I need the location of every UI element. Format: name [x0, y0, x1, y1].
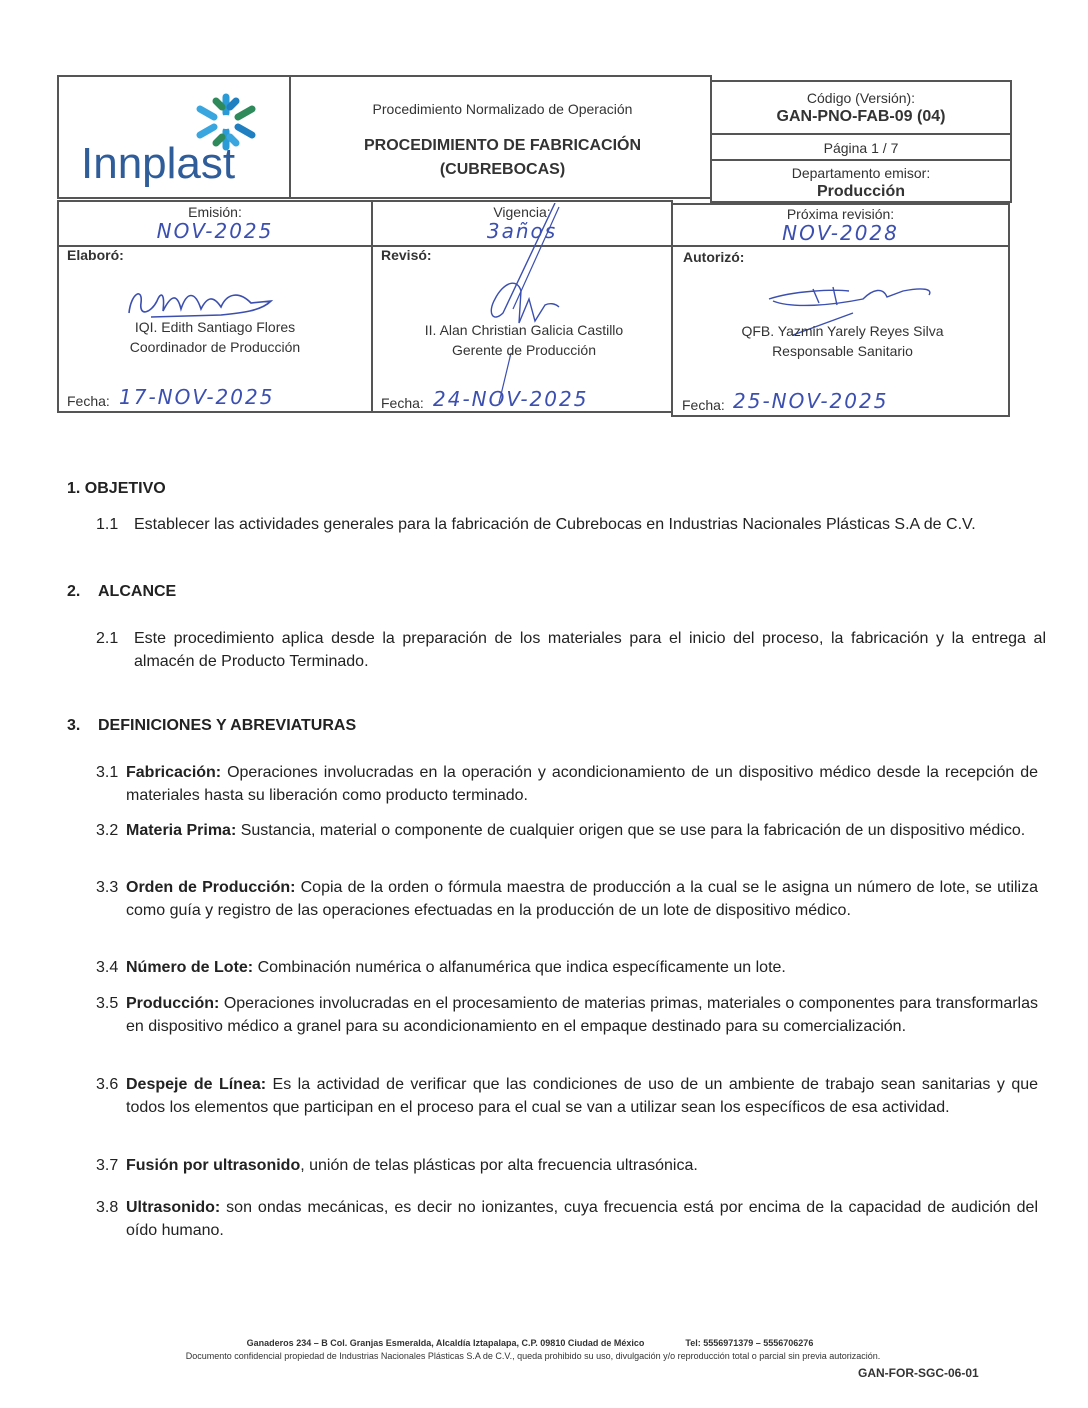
date-value: 24-NOV-2025 [433, 387, 589, 411]
approval-cell-reviso [371, 245, 673, 413]
definition-term: Orden de Producción: [126, 879, 296, 896]
definition-term: Materia Prima: [126, 822, 237, 839]
code-value: GAN-PNO-FAB-09 (04) [776, 108, 946, 125]
definition-term: Despeje de Línea: [126, 1076, 267, 1093]
definition-item [96, 761, 1038, 807]
footer-form-code: GAN-FOR-SGC-06-01 [858, 1366, 979, 1380]
definition-item [96, 876, 1038, 922]
approval-cell-autorizo [671, 245, 1010, 417]
definition-term: Ultrasonido: [126, 1199, 221, 1216]
signature-icon [463, 203, 593, 413]
date-label: Fecha: [682, 397, 725, 413]
item-number: 3.4 [96, 959, 119, 976]
title-cell [289, 75, 712, 199]
page-number: Página 1 / 7 [823, 140, 899, 156]
section-title-text: ALCANCE [98, 583, 177, 600]
definition-item [96, 819, 1038, 842]
date-label: Fecha: [67, 393, 110, 409]
code-label: Código (Versión): [806, 90, 916, 106]
emission-label: Emisión: [188, 204, 242, 220]
section-number: 3. [67, 717, 81, 734]
item-text: Este procedimiento aplica desde la preparación de los materiales para el inicio del proceso, la fabricación y la entrega al almacén de Producto Terminado. [134, 630, 1046, 670]
definition-item [96, 1196, 1038, 1242]
footer-phone: Tel: 5556971379 – 5556706276 [685, 1338, 814, 1348]
doc-title-line2: (CUBREBOCAS) [439, 161, 566, 178]
section-title-objetivo: 1. OBJETIVO [67, 480, 166, 497]
dept-value: Producción [816, 183, 905, 200]
approval-role: Autorizó: [683, 249, 745, 265]
item-number: 3.3 [96, 879, 119, 896]
approver-name: IQI. Edith Santiago Flores [134, 319, 296, 335]
footer-address-line [100, 1338, 960, 1348]
code-cell [710, 80, 1012, 135]
definition-text: Es la actividad de verificar que las condiciones de uso de un ambiente de trabajo sean sanitarias y que todos los elementos que participan en el proceso para el cual se van a utilizar sean los específicos de esa actividad. [126, 1076, 1039, 1116]
definition-term: Número de Lote: [126, 959, 254, 976]
definition-text: Operaciones involucradas en el procesamiento de materias primas, materiales o componentes para transformarlas en dispositivo médico a granel para su acondicionamiento en el empaque destinado para su comercialización. [126, 995, 1038, 1035]
item-number: 3.7 [96, 1157, 119, 1174]
doc-type: Procedimiento Normalizado de Operación [372, 101, 633, 117]
definition-item [96, 956, 1038, 979]
definition-item [96, 1073, 1038, 1119]
approval-role: Elaboró: [67, 247, 124, 263]
emission-value: NOV-2025 [156, 219, 274, 243]
validity-label: Vigencia: [493, 204, 551, 220]
list-item [96, 627, 1046, 673]
footer-address: Ganaderos 234 – B Col. Granjas Esmeralda, Alcaldía Iztapalapa, C.P. 09810 Ciudad de México [246, 1338, 645, 1348]
item-text: Establecer las actividades generales para la fabricación de Cubrebocas en Industrias Nacionales Plásticas S.A de C.V. [134, 516, 976, 533]
dept-label: Departamento emisor: [791, 165, 931, 181]
definition-term: Producción: [126, 995, 220, 1012]
validity-value: 3años [486, 219, 558, 243]
next-review-label: Próxima revisión: [786, 206, 895, 222]
approver-position: Responsable Sanitario [772, 343, 913, 359]
definition-term: Fabricación: [126, 764, 222, 781]
list-item [96, 513, 1046, 536]
definition-text: Operaciones involucradas en la operación y acondicionamiento de un dispositivo médico desde la recepción de materiales hasta su liberación como producto terminado. [126, 764, 1038, 804]
approver-name: QFB. Yazmin Yarely Reyes Silva [741, 323, 944, 339]
approval-cell-elaboro [57, 245, 373, 413]
definition-text: son ondas mecánicas, es decir no ionizantes, cuya frecuencia está por encima de la capacidad de audición del oído humano. [126, 1199, 1038, 1239]
date-value: 25-NOV-2025 [733, 389, 889, 413]
emission-cell [57, 200, 373, 247]
item-number: 3.6 [96, 1076, 119, 1093]
approver-position: Coordinador de Producción [129, 339, 301, 355]
doc-title-line1: PROCEDIMIENTO DE FABRICACIÓN [363, 137, 642, 154]
section-title-definiciones [67, 717, 356, 735]
signature-icon [121, 283, 291, 323]
company-logo-text: Innplast [81, 139, 236, 188]
date-label: Fecha: [381, 395, 424, 411]
definition-term: Fusión por ultrasonido [126, 1157, 301, 1174]
section-number: 2. [67, 583, 81, 600]
definition-text: Copia de la orden o fórmula maestra de producción a la cual se le asigna un número de lote, se utiliza como guía y registro de las operaciones efectuadas en la producción de un lote de dispositivo médico. [126, 879, 1039, 919]
item-number: 2.1 [96, 630, 119, 647]
definition-item [96, 1154, 1038, 1177]
item-number: 1.1 [96, 516, 119, 533]
approver-name: II. Alan Christian Galicia Castillo [424, 322, 624, 338]
item-number: 3.1 [96, 764, 119, 781]
dept-cell [710, 159, 1012, 203]
next-review-cell [671, 203, 1010, 247]
next-review-value: NOV-2028 [782, 221, 899, 245]
approver-position: Gerente de Producción [452, 342, 596, 358]
definition-text: Combinación numérica o alfanumérica que indica específicamente un lote. [253, 959, 786, 976]
definition-text: Sustancia, material o componente de cualquier origen que se use para la fabricación de un dispositivo médico. [236, 822, 1026, 839]
item-number: 3.8 [96, 1199, 119, 1216]
date-value: 17-NOV-2025 [119, 385, 275, 409]
definition-item [96, 992, 1038, 1038]
footer-confidential: Documento confidencial propiedad de Industrias Nacionales Plásticas S.A de C.V., queda prohibido su uso, divulgación y/o reproducción total o parcial sin previa autorización. [185, 1351, 881, 1361]
item-number: 3.2 [96, 822, 119, 839]
page-cell [710, 133, 1012, 161]
item-number: 3.5 [96, 995, 119, 1012]
approval-role: Revisó: [381, 247, 432, 263]
section-title-text: DEFINICIONES Y ABREVIATURAS [98, 717, 357, 734]
definition-text: , unión de telas plásticas por alta frecuencia ultrasónica. [300, 1157, 698, 1174]
section-title-alcance [67, 583, 176, 601]
logo-cell [57, 75, 291, 199]
